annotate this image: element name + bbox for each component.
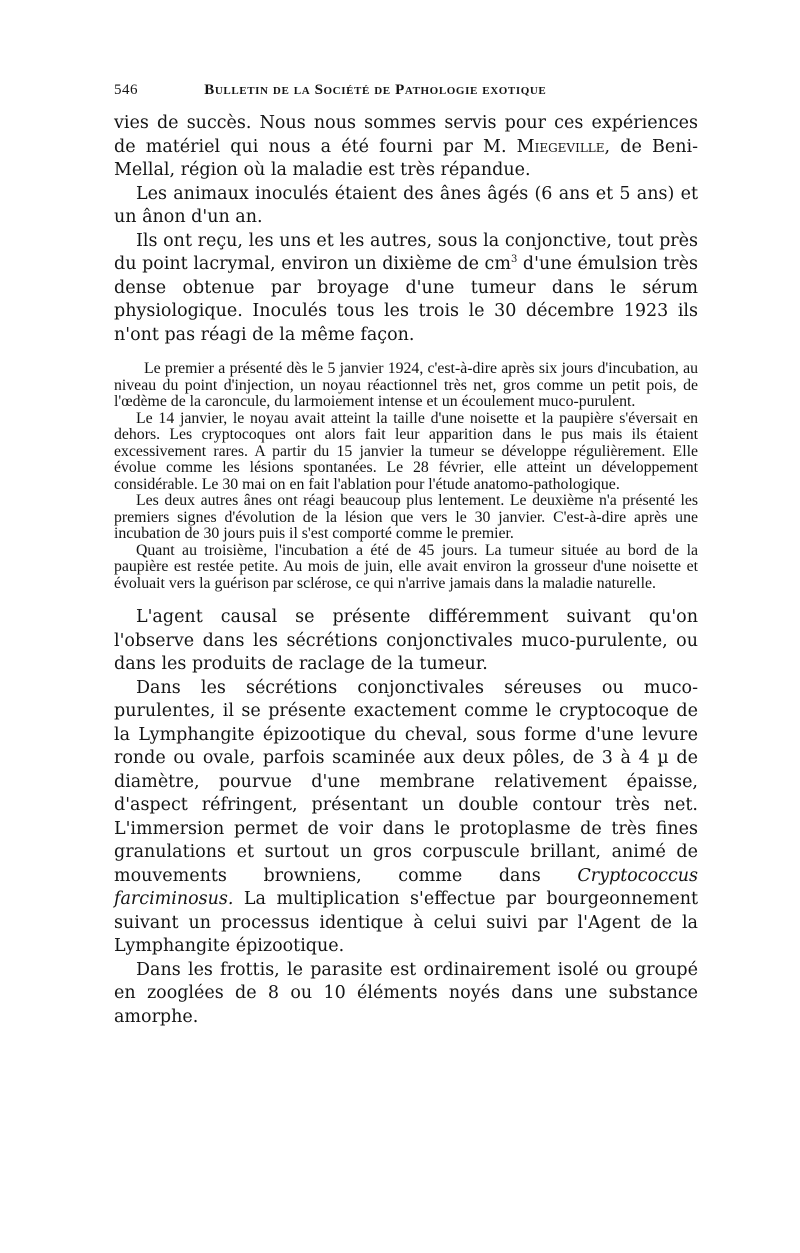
species-name: Cryptococcus farciminosus. — [114, 865, 698, 909]
observation-paragraph: Le 14 janvier, le noyau avait atteint la taille d'une noisette et la paupière s'éversait en dehors. Les cryptocoques ont alors fait leur apparition dans le pus mais ils étaient excessivement rares. A partir du 15 janvier la tumeur se développe régulièrement. Elle évolue comme les lésions spontanées. Le 28 février, elle atteint un développement considérable. Le 30 mai on en fait l'ablation pour l'étude anatomo-pathologique. — [114, 409, 698, 493]
observation-paragraph: Les deux autres ânes ont réagi beaucoup plus lentement. Le deuxième n'a présenté les premiers signes d'évolution de la lésion que vers le 30 janvier. C'est-à-dire après une incubation de 30 jours puis il s'est comporté comme le premier. — [114, 492, 698, 542]
text-run: d'une émulsion très dense obtenue par broyage d'une tumeur dans le sérum physiologique. Inoculés tous les trois le 30 décembre 1923 ils n'ont pas réagi de la même façon. — [114, 254, 698, 345]
main-text-bottom — [114, 606, 698, 1029]
paragraph: L'agent causal se présente différemment suivant qu'on l'observe dans les sécrétions conjonctivales muco-purulente, ou dans les produits de raclage de la tumeur. — [114, 607, 698, 674]
text-run: vies de succès. Nous nous sommes servis pour ces expériences de matériel qui nous a été fourni par M. — [114, 113, 698, 157]
observation-paragraph: Quant au troisième, l'incubation a été de 45 jours. La tumeur située au bord de la paupière est restée petite. Au mois de juin, elle avait environ la grosseur d'une noisette et évoluait vers la guérison par sclérose, ce qui n'arrive jamais dans la maladie naturelle. — [114, 541, 698, 592]
paragraph — [114, 112, 698, 183]
text-run: Ils ont reçu, les uns et les autres, sous la conjonctive, tout près du point lacrymal, environ un dixième de cm — [114, 230, 698, 274]
superscript: 3 — [510, 254, 518, 266]
paragraph — [114, 230, 698, 348]
text-run: Dans les sécrétions conjonctivales séreuses ou muco-purulentes, il se présente exactement comme le cryptocoque de la Lymphangite épizootique du cheval, sous forme d'une levure ronde ou ovale, parfois scaminée aux deux pôles, de 3 à 4 µ de diamètre, pourvue d'une membrane relativement épaisse, d'aspect réfringent, présentant un double contour très net. L'immersion permet de voir dans le protoplasme de très fines granulations et surtout un gros corpuscule brillant, animé de mouvements browniens, comme dans — [114, 677, 698, 886]
text-run: La multiplication s'effectue par bourgeonnement suivant un processus identique à celui suivi par l'Agent de la Lymphangite épizootique. — [114, 889, 698, 956]
paragraph: Dans les frottis, le parasite est ordinairement isolé ou groupé en zooglées de 8 ou 10 éléments noyés dans une substance amorphe. — [114, 959, 698, 1027]
observation-paragraph: Le premier a présenté dès le 5 janvier 1924, c'est-à-dire après six jours d'incubation, au niveau du point d'injection, un noyau réactionnel très net, gros comme un petit pois, de l'œdème de la caroncule, du larmoiement intense et un écoulement muco-purulent. — [114, 360, 698, 410]
paragraph — [114, 677, 698, 959]
author-name: Miegeville — [516, 136, 605, 157]
paragraph: Les animaux inoculés étaient des ânes âgés (6 ans et 5 ans) et un ânon d'un an. — [114, 183, 698, 227]
observations-block — [114, 361, 698, 592]
running-title: Bulletin de la Société de Pathologie exotique — [204, 82, 547, 98]
page — [114, 82, 698, 1029]
text-run: , de Beni-Mellal, région où la maladie est très répandue. — [114, 136, 698, 180]
main-text-top — [114, 112, 698, 347]
page-number: 546 — [114, 82, 138, 98]
running-header — [114, 82, 698, 106]
